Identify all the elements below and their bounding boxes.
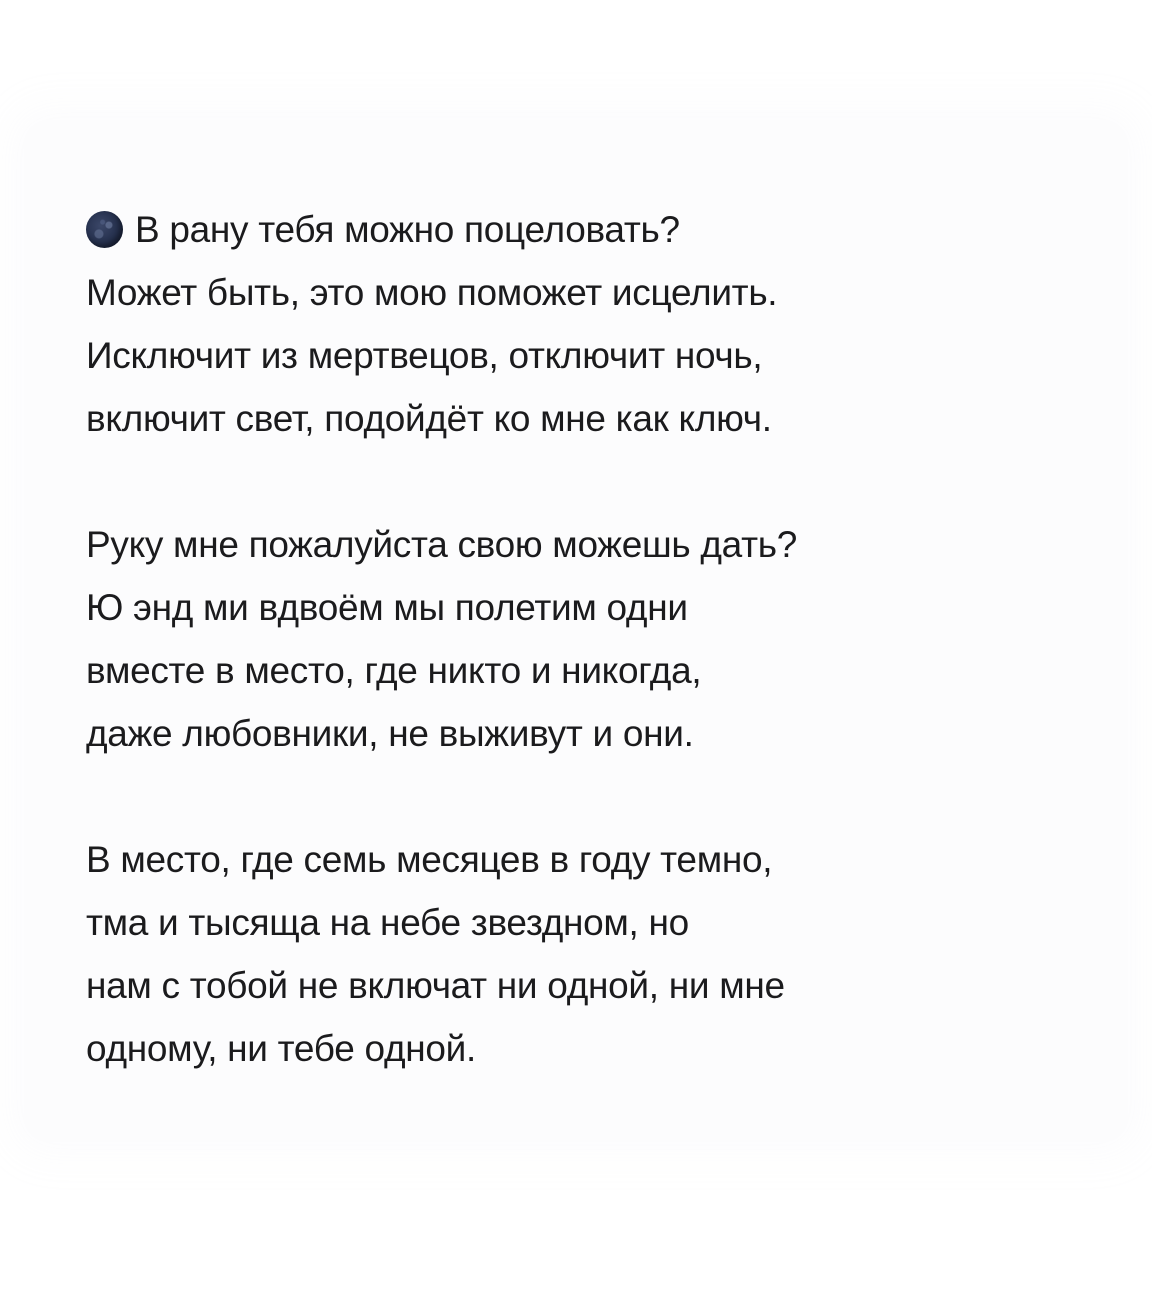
stanza-2 <box>86 513 1086 765</box>
poem-line: тма и тысяща на небе звездном, но <box>86 902 689 943</box>
poem-line: Может быть, это мою поможет исцелить. <box>86 272 778 313</box>
poem-line-text: В рану тебя можно поцеловать? <box>135 209 680 250</box>
new-moon-icon <box>86 211 123 248</box>
poem-line <box>86 198 1086 261</box>
poem-line: Ю энд ми вдвоём мы полетим одни <box>86 587 688 628</box>
poem-line: Исключит из мертвецов, отключит ночь, <box>86 335 763 376</box>
poem-line: Руку мне пожалуйста свою можешь дать? <box>86 524 798 565</box>
poem <box>86 198 1086 1080</box>
poem-line: вместе в место, где никто и никогда, <box>86 650 702 691</box>
poem-line: одному, ни тебе одной. <box>86 1028 476 1069</box>
poem-line: В место, где семь месяцев в году темно, <box>86 839 773 880</box>
poem-line: нам с тобой не включат ни одной, ни мне <box>86 965 785 1006</box>
stanza-3 <box>86 828 1086 1080</box>
stanza-1 <box>86 198 1086 450</box>
poem-line: даже любовники, не выживут и они. <box>86 713 694 754</box>
poem-line: включит свет, подойдёт ко мне как ключ. <box>86 398 772 439</box>
